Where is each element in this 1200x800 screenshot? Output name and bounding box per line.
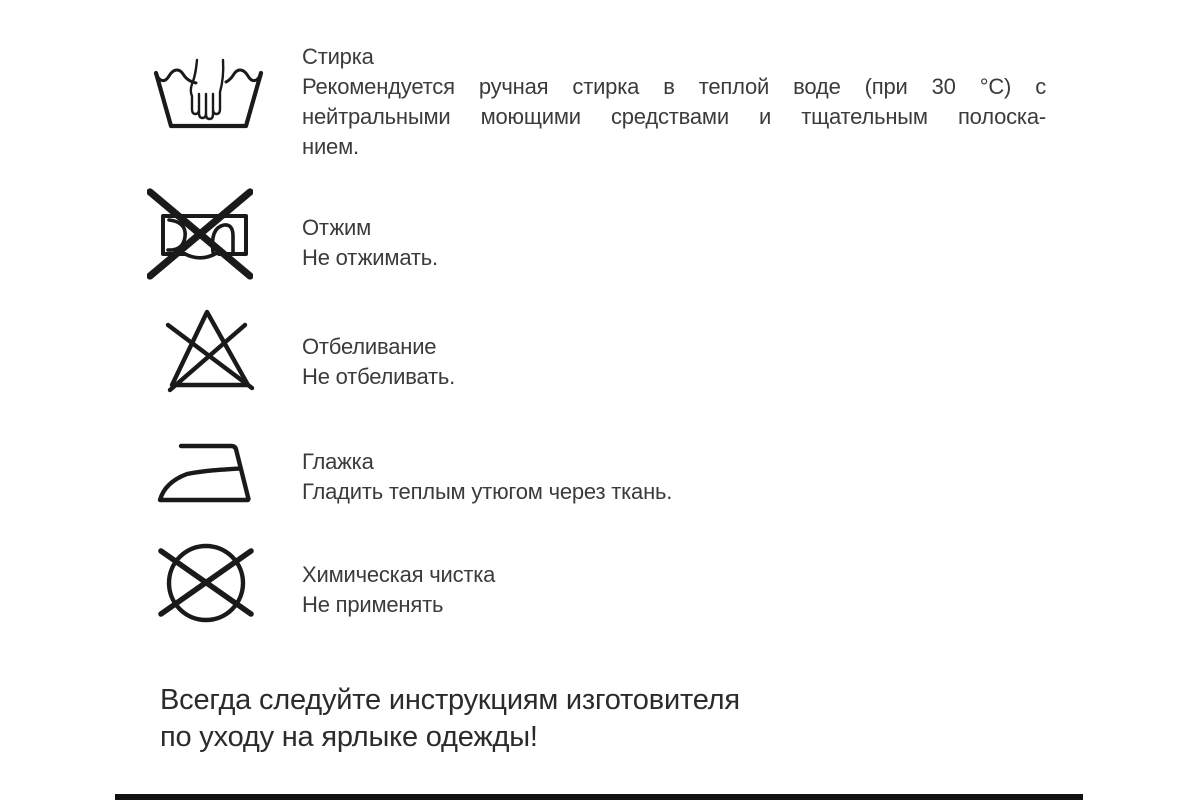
care-item-text-line: Гладить теплым утюгом через ткань.	[302, 479, 673, 504]
no-bleach-icon	[163, 306, 255, 394]
care-item-title: Химическая чистка	[302, 562, 496, 587]
bottom-bar	[115, 794, 1083, 800]
no-dry-clean-icon	[152, 542, 256, 626]
hand-wash-icon	[152, 52, 264, 130]
footer-note-line: Всегда следуйте инструкциям изготовителя	[160, 684, 740, 716]
care-item-text-line: Не отжимать.	[302, 245, 438, 270]
care-item-title: Стирка	[302, 44, 374, 69]
footer-note	[160, 682, 740, 756]
care-item-text-line: Рекомендуется ручная стирка в теплой воде (при 30 °C) с	[302, 74, 1046, 99]
care-item-text-line: нейтральными моющими средствами и тщательным полоска-	[302, 104, 1046, 129]
care-item-text-line: Не применять	[302, 592, 444, 617]
footer-note-line: по уходу на ярлыке одежды!	[160, 721, 538, 753]
iron-icon	[155, 441, 252, 505]
no-wring-icon	[147, 188, 253, 280]
care-item-title: Отжим	[302, 215, 372, 240]
care-item-text-line: Не отбеливать.	[302, 364, 456, 389]
care-item-text-line: нием.	[302, 134, 359, 159]
care-item-title: Глажка	[302, 449, 374, 474]
care-item-title: Отбеливание	[302, 334, 437, 359]
